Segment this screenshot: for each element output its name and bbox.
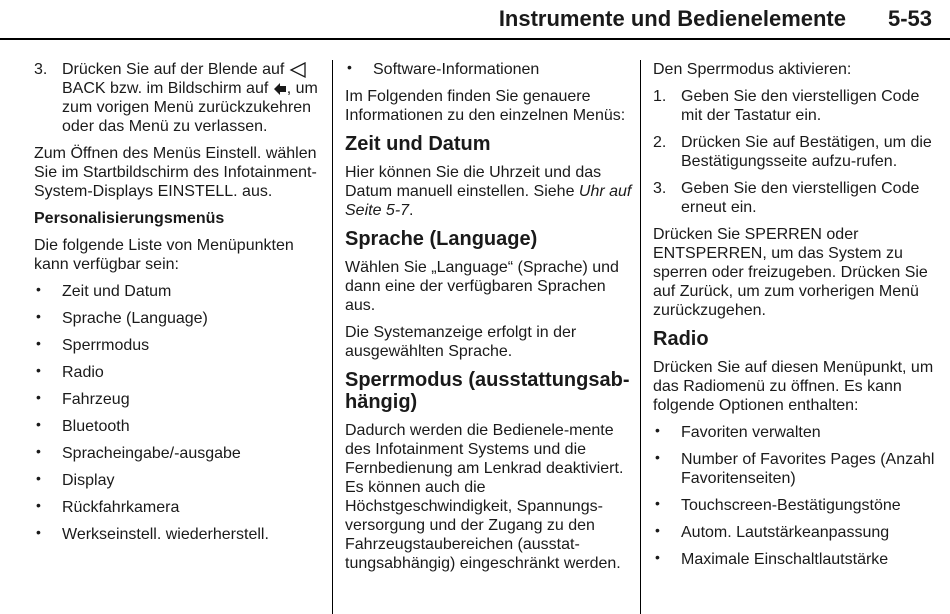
zeit-paragraph: Hier können Sie die Uhrzeit und das Datum manuell einstellen. Siehe Uhr auf Seite 5-7. [345, 164, 632, 219]
bullet-icon: • [36, 281, 41, 297]
bullet-icon: • [655, 422, 660, 438]
step-text-a: Drücken Sie auf der Blende auf [62, 61, 285, 78]
list-item: • Maximale Einschaltlautstärke [655, 549, 889, 568]
page-header [0, 0, 950, 40]
section-subheading: Personalisierungsmenüs [34, 210, 225, 227]
details-intro: Im Folgenden finden Sie genauere Informationen zu den einzelnen Menüs: [345, 88, 626, 124]
bullet-icon: • [36, 389, 41, 405]
step-item: 2. Drücken Sie auf Bestätigen, um die Bestätigungsseite aufzu-rufen. [653, 134, 932, 170]
cross-reference-link[interactable]: Uhr auf Seite 5-7 [345, 183, 632, 219]
list-item: • Bluetooth [36, 416, 130, 435]
column-2 [345, 60, 635, 581]
step-item: 3. Geben Sie den vierstelligen Code erneut ein. [653, 180, 920, 216]
steps-list [653, 87, 938, 217]
sprache-paragraph: Wählen Sie „Language“ (Sprache) und dann eine der verfügbaren Sprachen aus. [345, 259, 619, 314]
heading-radio: Radio [653, 328, 709, 350]
column-1 [34, 60, 329, 552]
radio-paragraph: Drücken Sie auf diesen Menüpunkt, um das Radiomenü zu öffnen. Es kann folgende Optionen enthalten: [653, 359, 934, 414]
list-item: • Software-Informationen [347, 59, 540, 78]
list-item: • Rückfahrkamera [36, 497, 180, 516]
bullet-icon: • [36, 443, 41, 459]
back-triangle-icon [289, 61, 307, 79]
bullet-icon: • [655, 495, 660, 511]
intro-paragraph: Zum Öffnen des Menüs Einstell. wählen Sie im Startbildschirm des Infotainment-System-Displays EINSTELL. aus. [34, 145, 317, 200]
bullet-icon: • [36, 335, 41, 351]
page-title: Instrumente und Bedienelemente [498, 6, 846, 31]
column-divider-2 [640, 60, 641, 614]
bullet-icon: • [655, 449, 660, 465]
page-number: 5-53 [887, 6, 932, 31]
bullet-icon: • [36, 308, 41, 324]
sperrmodus-activate-intro: Den Sperrmodus aktivieren: [653, 61, 852, 78]
bullet-icon: • [36, 362, 41, 378]
bullet-icon: • [347, 59, 352, 75]
step-text-c: , um zum vorigen Menü zurückzukehren oder das Menü zu verlassen. [62, 80, 318, 135]
list-item: • Touchscreen-Bestätigungstöne [655, 495, 901, 514]
sperren-paragraph: Drücken Sie SPERREN oder ENTSPERREN, um das System zu sperren oder freizugeben. Drücken Sie auf Zurück, um zum vorherigen Menü zurückzugehen. [653, 226, 928, 319]
step-item: 1. Geben Sie den vierstelligen Code mit der Tastatur ein. [653, 88, 920, 124]
bullet-icon: • [36, 470, 41, 486]
heading-sperrmodus: Sperrmodus (ausstattungsab-hängig) [345, 369, 630, 413]
list-item: • Zeit und Datum [36, 281, 172, 300]
bullet-icon: • [655, 522, 660, 538]
bullet-icon: • [36, 416, 41, 432]
list-item: • Sprache (Language) [36, 308, 208, 327]
list-item: • Autom. Lautstärkeanpassung [655, 522, 890, 541]
menu-list-continued [345, 60, 635, 79]
heading-sprache: Sprache (Language) [345, 228, 538, 250]
step-number: 3. [34, 61, 48, 78]
list-item: • Favoriten verwalten [655, 422, 821, 441]
bullet-icon: • [36, 524, 41, 540]
menu-list [34, 282, 329, 544]
list-intro: Die folgende Liste von Menüpunkten kann verfügbar sein: [34, 237, 294, 273]
list-item: • Display [36, 470, 115, 489]
list-item: • Fahrzeug [36, 389, 130, 408]
radio-options-list [653, 423, 938, 569]
sperrmodus-paragraph: Dadurch werden die Bedienele-mente des Infotainment Systems und die Fernbedienung am Lenkrad deaktiviert. Es können auch die Höchstgeschwindigkeit, Spannungs-versorgung und der Zugang zu den Fahrzeugstaubereichen (ausstat-tungsabhängig) eingeschränkt werden. [345, 422, 624, 572]
list-item: • Sperrmodus [36, 335, 150, 354]
bullet-icon: • [36, 497, 41, 513]
list-item: • Number of Favorites Pages (Anzahl Favoritenseiten) [655, 449, 935, 487]
list-item: • Spracheingabe/-ausgabe [36, 443, 241, 462]
list-item: • Werkseinstell. wiederherstell. [36, 524, 269, 543]
back-arrow-icon [273, 82, 287, 96]
bullet-icon: • [655, 549, 660, 565]
list-item: • Radio [36, 362, 104, 381]
column-divider-1 [332, 60, 333, 614]
step-text-b: BACK bzw. im Bildschirm auf [62, 80, 269, 97]
heading-zeit-und-datum: Zeit und Datum [345, 133, 491, 155]
header-divider [0, 38, 950, 40]
sprache-paragraph-2: Die Systemanzeige erfolgt in der ausgewählten Sprache. [345, 324, 577, 360]
column-3 [653, 60, 938, 577]
step-3 [34, 60, 329, 136]
